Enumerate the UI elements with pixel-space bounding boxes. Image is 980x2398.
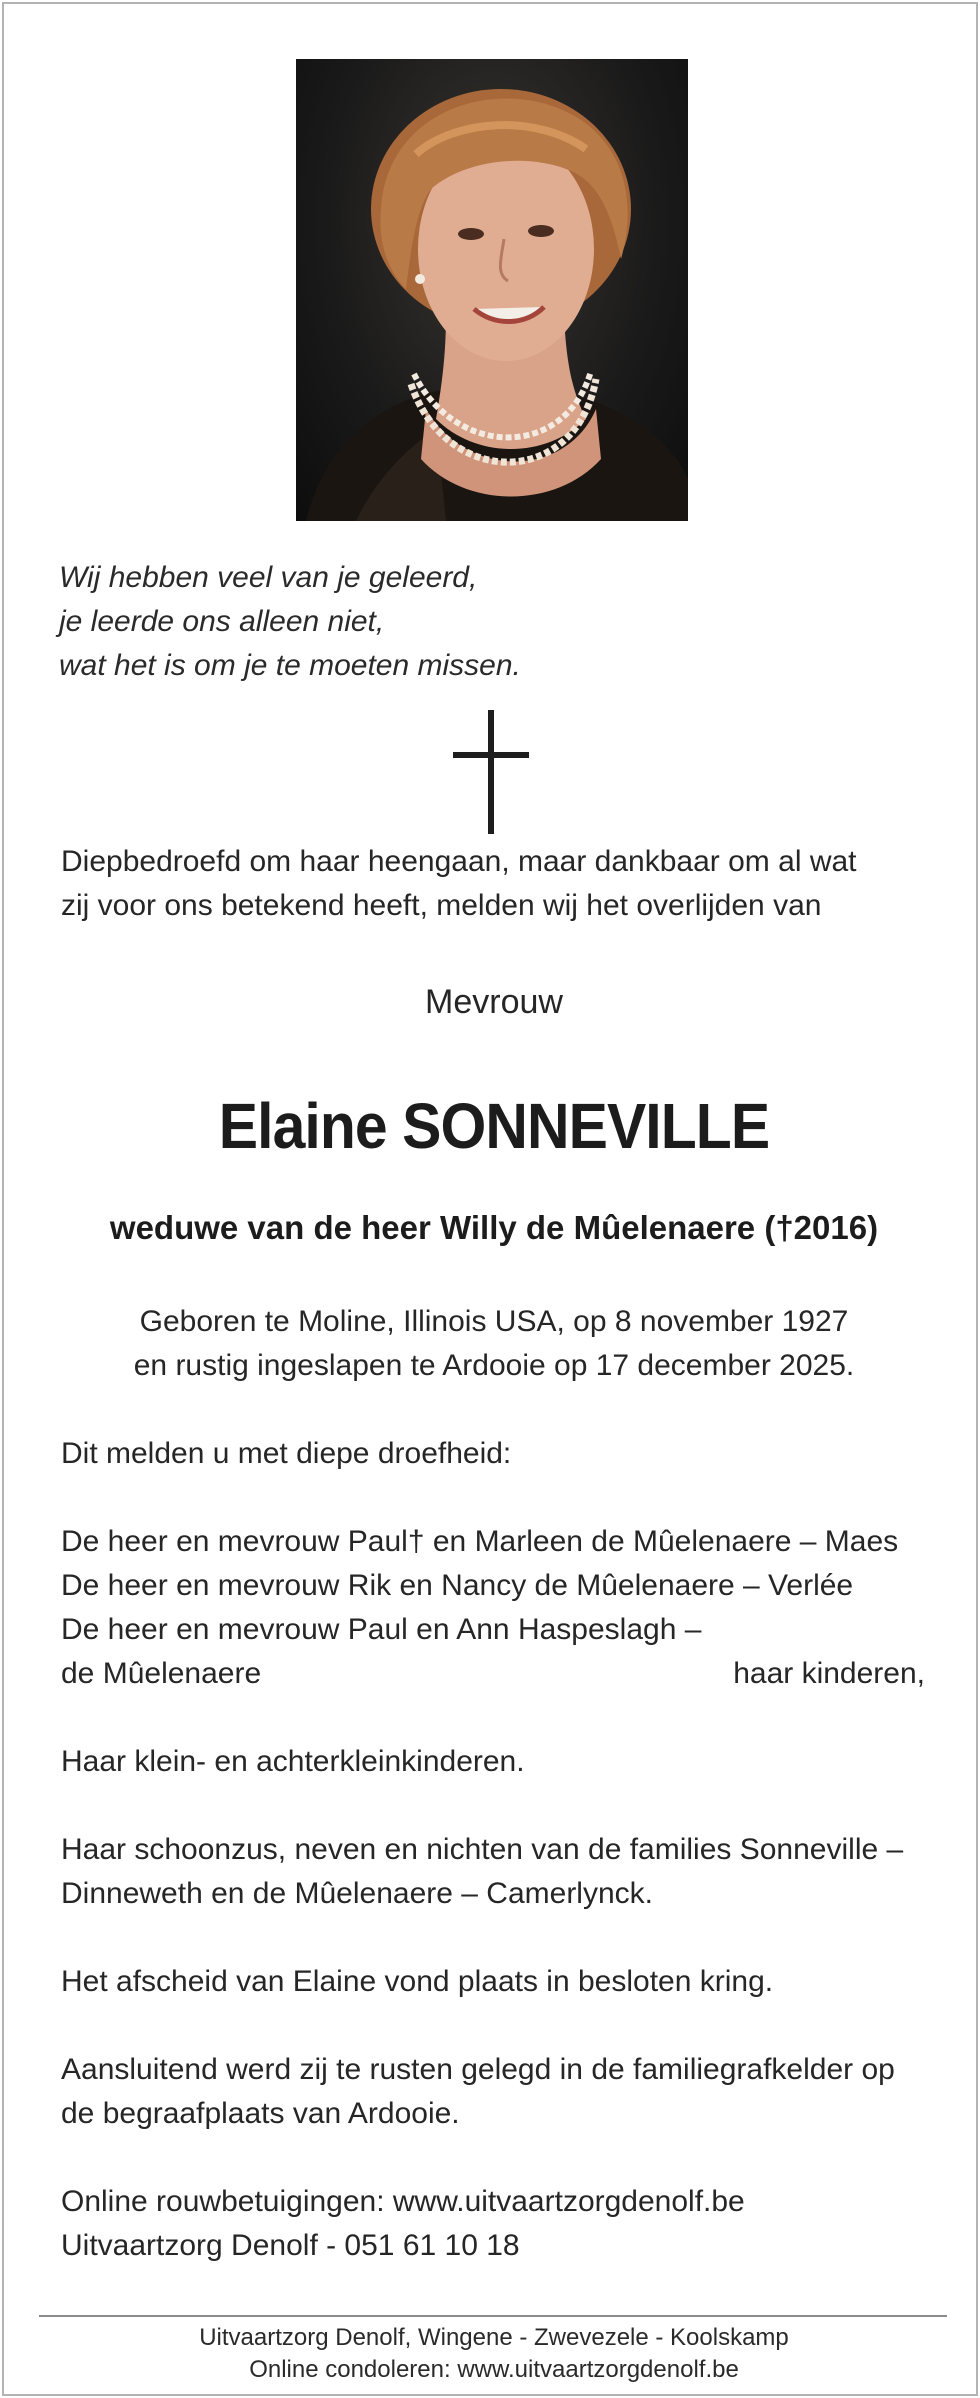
poem xyxy=(59,556,919,688)
footer xyxy=(44,2322,944,2386)
child-last-row xyxy=(61,1652,925,1696)
inlaws-text xyxy=(61,1828,931,1916)
footer-line: Online condoleren: www.uitvaartzorgdenolf.be xyxy=(249,2356,739,2383)
birth-death-text xyxy=(44,1300,944,1388)
intro-line: Diepbedroefd om haar heengaan, maar dankbaar om al wat xyxy=(61,845,857,878)
child-line: De heer en mevrouw Paul† en Marleen de Mûelenaere – Maes xyxy=(61,1525,899,1558)
footer-divider xyxy=(39,2315,947,2317)
burial-text xyxy=(61,2048,931,2136)
condolences-line: Online rouwbetuigingen: www.uitvaartzorgdenolf.be xyxy=(61,2185,745,2218)
intro-line: zij voor ons betekend heeft, melden wij het overlijden van xyxy=(61,889,822,922)
announcement: Dit melden u met diepe droefheid: xyxy=(61,1437,512,1470)
poem-line: je leerde ons alleen niet, xyxy=(59,605,385,638)
cross-icon xyxy=(453,710,529,834)
deceased-name: Elaine SONNEVILLE xyxy=(218,1090,770,1162)
grandchildren-text: Haar klein- en achterkleinkinderen. xyxy=(61,1745,525,1778)
funeral-home-line: Uitvaartzorg Denolf - 051 61 10 18 xyxy=(61,2229,520,2262)
contact-text xyxy=(61,2180,931,2268)
farewell-text: Het afscheid van Elaine vond plaats in besloten kring. xyxy=(61,1965,774,1998)
death-line: en rustig ingeslapen te Ardooie op 17 december 2025. xyxy=(133,1349,855,1382)
children-label: haar kinderen, xyxy=(733,1657,925,1690)
honorific: Mevrouw xyxy=(425,983,563,1021)
intro-text xyxy=(61,840,931,928)
burial-line: de begraafplaats van Ardooie. xyxy=(61,2097,460,2130)
inlaws-line: Haar schoonzus, neven en nichten van de families Sonneville – xyxy=(61,1833,904,1866)
poem-line: wat het is om je te moeten missen. xyxy=(59,649,521,682)
portrait-photo xyxy=(296,59,688,521)
portrait-illustration xyxy=(296,59,688,521)
burial-line: Aansluitend werd zij te rusten gelegd in de familiegrafkelder op xyxy=(61,2053,895,2086)
death-notice-card xyxy=(2,2,978,2396)
child-line: De heer en mevrouw Rik en Nancy de Mûelenaere – Verlée xyxy=(61,1569,854,1602)
widow-line: weduwe van de heer Willy de Mûelenaere (†2016) xyxy=(109,1209,879,1246)
inlaws-line: Dinneweth en de Mûelenaere – Camerlynck. xyxy=(61,1877,653,1910)
child-line: De heer en mevrouw Paul en Ann Haspeslagh – xyxy=(61,1613,702,1646)
children-list xyxy=(61,1520,931,1696)
birth-line: Geboren te Moline, Illinois USA, op 8 november 1927 xyxy=(139,1305,849,1338)
footer-line: Uitvaartzorg Denolf, Wingene - Zwevezele - Koolskamp xyxy=(199,2324,789,2351)
child-line-end: de Mûelenaere xyxy=(61,1657,262,1690)
poem-line: Wij hebben veel van je geleerd, xyxy=(59,561,478,594)
